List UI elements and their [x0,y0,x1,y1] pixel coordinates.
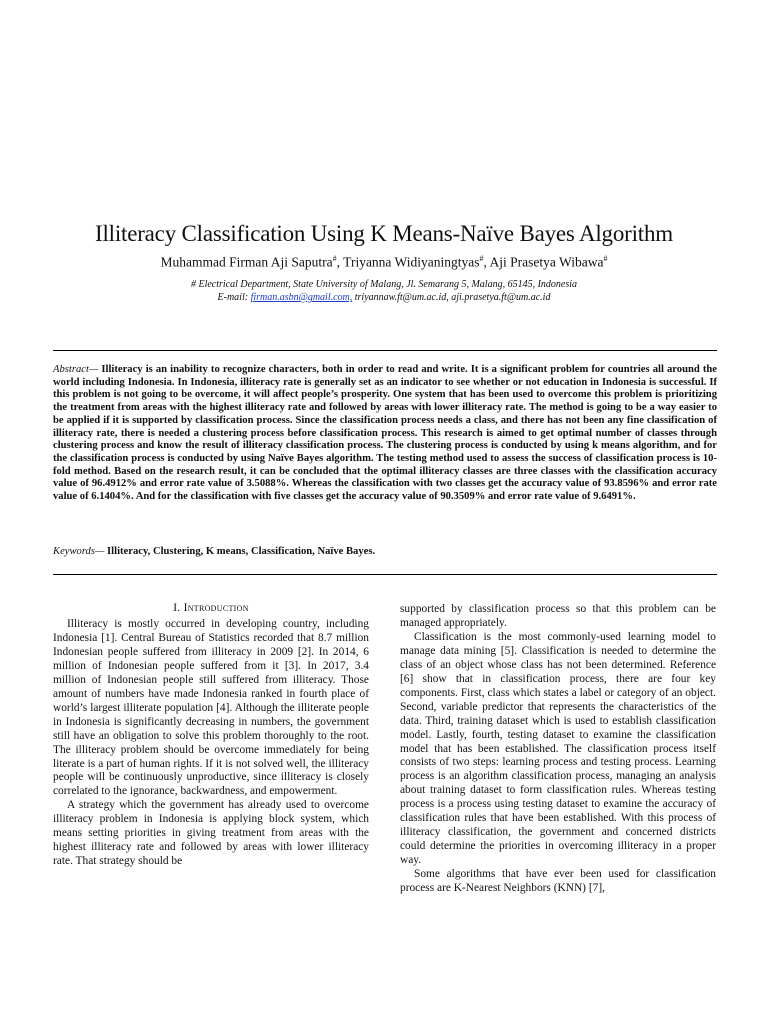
author-separator: , [483,254,490,270]
divider-bottom [53,574,717,575]
affiliation-block [0,278,768,304]
abstract-text: Illiteracy is an inability to recognize characters, both in order to read and write. It is a significant problem for countries all around the world including Indonesia. In Indonesia, illiteracy rate is generally set as an indicator to see whether or not education in Indonesia is successful. If this problem is not going to be overcome, it will affect people’s prosperity. One system that has been used to overcome this problem is prioritizing the treatment from areas with the highest illiteracy rate and followed by areas with lower illiteracy rate. The method is going to be a way easier to be applied if it is supported by classification process. Since the classification process needs a class, and there has not been any fine classification of illiteracy rate, there is needed a clustering process before classification process. This research is aimed to get optimal number of classes through clustering process and know the result of illiteracy classification process. The clustering process is conducted by using k means algorithm, and for the classification process is conducted by using Naïve Bayes algorithm. The testing method used to assess the success of classification process is 10-fold method. Based on the research result, it can be concluded that the optimal illiteracy classes are three classes with the classification accuracy value of 96.4912% and error rate value of 3.5088%. Whereas the classification with two classes get the accuracy value of 93.8596% and error rate value of 6.1404%. And for the classification with five classes get the accuracy value of 90.3509% and error rate value of 9.6491%. [53,364,717,503]
affiliation-line: # Electrical Department, State University of Malang, Jl. Semarang 5, Malang, 65145, Indonesia [190,279,578,290]
author-mark: # [603,254,608,263]
body-paragraph: Classification is the most commonly-used learning model to manage data mining [5]. Classification is needed to determine the class of an object whose class has not been determined. Reference [6] show that in classification process, there are four key components. First, class which states a label or category of an object. Second, variable predictor that represents the characteristics of the data. Third, training dataset which is used to establish classification model. Lastly, fourth, testing dataset to examine the classification model that has been established. The classification process itself consists of two steps: learning process and testing process. Learning process is an algorithm classification process, managing an analysis about training dataset to form classification rules. Whereas testing process is a process using testing dataset to examine the accuracy of classification rules that have been established. With this process of illiteracy classification, the government and concerned districts could determine the priorities in overcoming illiteracy in a proper way. [400,630,716,867]
body-paragraph: Some algorithms that have ever been used for classification process are K-Nearest Neighbors (KNN) [7], [400,868,716,895]
right-column [400,603,716,896]
section-heading: I. Introduction [173,602,249,614]
body-paragraph: A strategy which the government has already used to overcome illiteracy problem in Indonesia is applying block system, which means setting priorities in giving treatment from areas with the highest illiteracy rate and followed by areas with lower illiteracy rate. That strategy should be [53,799,369,868]
paper-title: Illiteracy Classification Using K Means-Naïve Bayes Algorithm [94,221,673,246]
author-name: Aji Prasetya Wibawa [489,254,604,270]
author-mark: # [479,254,484,263]
author-separator: , [336,254,344,270]
email-rest: triyannaw.ft@um.ac.id, aji.prasetya.ft@um.ac.id [352,292,551,303]
abstract-label: Abstract— [53,364,99,375]
left-column [53,618,369,869]
email-label: E-mail: [217,292,251,303]
author-name: Triyanna Widiyaningtyas [343,254,480,270]
keywords-text: Illiteracy, Clustering, K means, Classification, Naïve Bayes. [104,546,376,557]
abstract [53,364,717,504]
body-paragraph: supported by classification process so that this problem can be managed appropriately. [400,603,716,629]
keywords-label: Keywords— [53,546,105,557]
author-mark: # [332,254,337,263]
body-paragraph: Illiteracy is mostly occurred in developing country, including Indonesia [1]. Central Bureau of Statistics recorded that 8.7 million Indonesian people suffered from illiteracy in 2009 [2]. In 2014, 6 million of Indonesian people suffered from it [3]. In 2017, 3.4 million of Indonesian people still suffered from illiteracy. Those amount of numbers have made Indonesia ranked in fourth place of world’s largest illiterate population [4]. Although the illiterate people in Indonesia is significantly decreasing in numbers, the government still have an obligation to solve this problem thoroughly to the root. The illiteracy problem should be overcome immediately for being literate is a part of human rights. If it is not solved well, the illiteracy people will be continuously unproductive, since illiteracy is closely correlated to the ignorance, backwardness, and empowerment. [53,618,369,798]
author-list [0,254,768,271]
author-name: Muhammad Firman Aji Saputra [160,254,333,270]
email-line [0,291,768,304]
keywords [53,545,717,558]
email-link[interactable]: firman.asbn@gmail.com, [250,292,353,303]
divider-top [53,350,717,351]
